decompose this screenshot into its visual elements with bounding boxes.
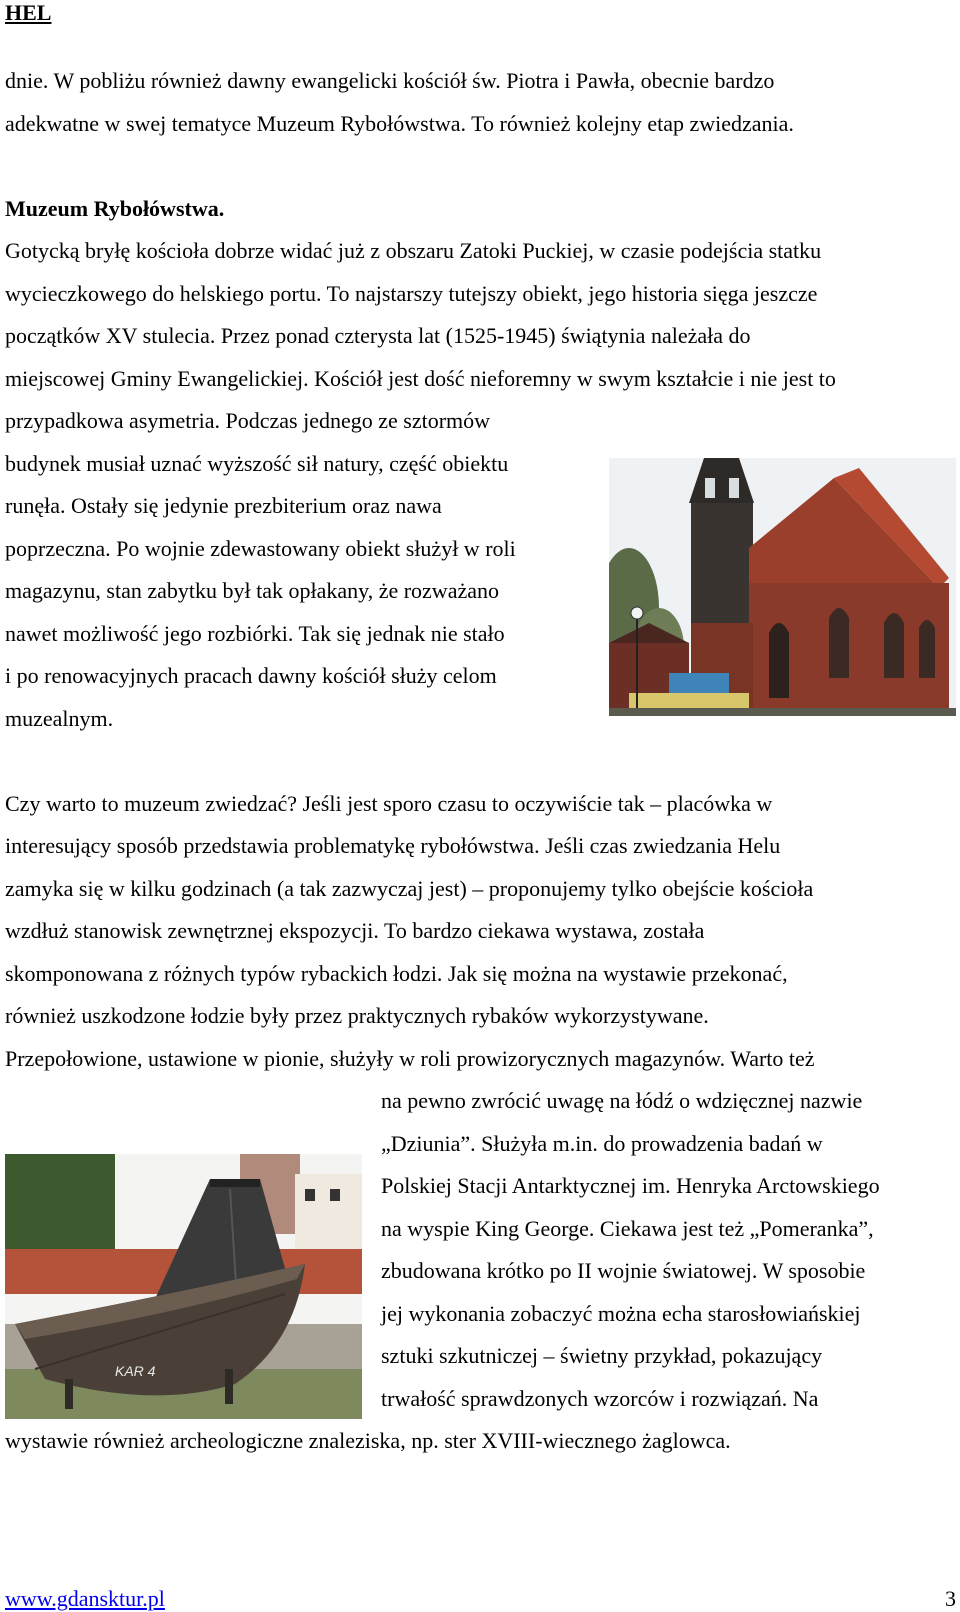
page-number: 3 xyxy=(945,1586,956,1611)
text-line: Gotycką bryłę kościoła dobrze widać już z obszaru Zatoki Puckiej, w czasie podejścia statku xyxy=(5,238,822,263)
text-line: budynek musiał uznać wyższość sił natury, część obiektu xyxy=(5,451,509,476)
text-line: jej wykonania zobaczyć można echa starosłowiańskiej xyxy=(381,1301,861,1326)
text-line: zbudowana krótko po II wojnie światowej. W sposobie xyxy=(381,1258,866,1283)
text-line: zamyka się w kilku godzinach (a tak zazwyczaj jest) – proponujemy tylko obejście kościoła xyxy=(5,876,814,901)
text-line: przypadkowa asymetria. Podczas jednego ze sztormów xyxy=(5,408,491,433)
page-heading: HEL xyxy=(5,0,52,25)
text-line: początków XV stulecia. Przez ponad czterysta lat (1525-1945) świątynia należała do xyxy=(5,323,751,348)
text-line: magazynu, stan zabytku był tak opłakany, że rozważano xyxy=(5,578,499,603)
section-title: Muzeum Rybołówstwa. xyxy=(5,196,225,221)
text-line: miejscowej Gminy Ewangelickiej. Kościół jest dość nieforemny w swym kształcie i nie jest to xyxy=(5,366,836,391)
text-line: wzdłuż stanowisk zewnętrznej ekspozycji. To bardzo ciekawa wystawa, została xyxy=(5,918,705,943)
text-line: dnie. W pobliżu również dawny ewangelicki kościół św. Piotra i Pawła, obecnie bardzo xyxy=(5,68,775,93)
text-line: interesujący sposób przedstawia problematykę rybołówstwa. Jeśli czas zwiedzania Helu xyxy=(5,833,781,858)
text-line: wycieczkowego do helskiego portu. To najstarszy tutejszy obiekt, jego historia sięga jeszcze xyxy=(5,281,818,306)
boat-photo xyxy=(5,1154,362,1419)
text-line: muzealnym. xyxy=(5,706,114,731)
text-line: Przepołowione, ustawione w pionie, służyły w roli prowizorycznych magazynów. Warto też xyxy=(5,1046,815,1071)
text-line: na pewno zwrócić uwagę na łódź o wdzięcznej nazwie xyxy=(381,1088,863,1113)
text-line: runęła. Ostały się jedynie prezbiterium oraz nawa xyxy=(5,493,442,518)
text-line: „Dziunia”. Służyła m.in. do prowadzenia badań w xyxy=(381,1131,823,1156)
text-line: na wyspie King George. Ciekawa jest też „Pomeranka”, xyxy=(381,1216,874,1241)
boat-photo-image xyxy=(5,1154,362,1419)
text-line: również uszkodzone łodzie były przez praktycznych rybaków wykorzystywane. xyxy=(5,1003,709,1028)
text-line: wystawie również archeologiczne znaleziska, np. ster XVIII-wiecznego żaglowca. xyxy=(5,1428,731,1453)
text-line: Czy warto to muzeum zwiedzać? Jeśli jest sporo czasu to oczywiście tak – placówka w xyxy=(5,791,773,816)
text-line: skomponowana z różnych typów rybackich łodzi. Jak się można na wystawie przekonać, xyxy=(5,961,788,986)
text-line: trwałość sprawdzonych wzorców i rozwiązań. Na xyxy=(381,1386,819,1411)
text-line: Polskiej Stacji Antarktycznej im. Henryka Arctowskiego xyxy=(381,1173,880,1198)
text-line: adekwatne w swej tematyce Muzeum Rybołówstwa. To również kolejny etap zwiedzania. xyxy=(5,111,794,136)
text-line: poprzeczna. Po wojnie zdewastowany obiekt służył w roli xyxy=(5,536,516,561)
church-photo xyxy=(609,458,956,716)
boat-label: KAR 4 xyxy=(115,1363,156,1379)
footer-website-link[interactable]: www.gdansktur.pl xyxy=(5,1586,165,1611)
church-photo-image xyxy=(609,458,956,716)
text-line: i po renowacyjnych pracach dawny kościół służy celom xyxy=(5,663,497,688)
text-line: nawet możliwość jego rozbiórki. Tak się jednak nie stało xyxy=(5,621,505,646)
text-line: sztuki szkutniczej – świetny przykład, pokazujący xyxy=(381,1343,823,1368)
